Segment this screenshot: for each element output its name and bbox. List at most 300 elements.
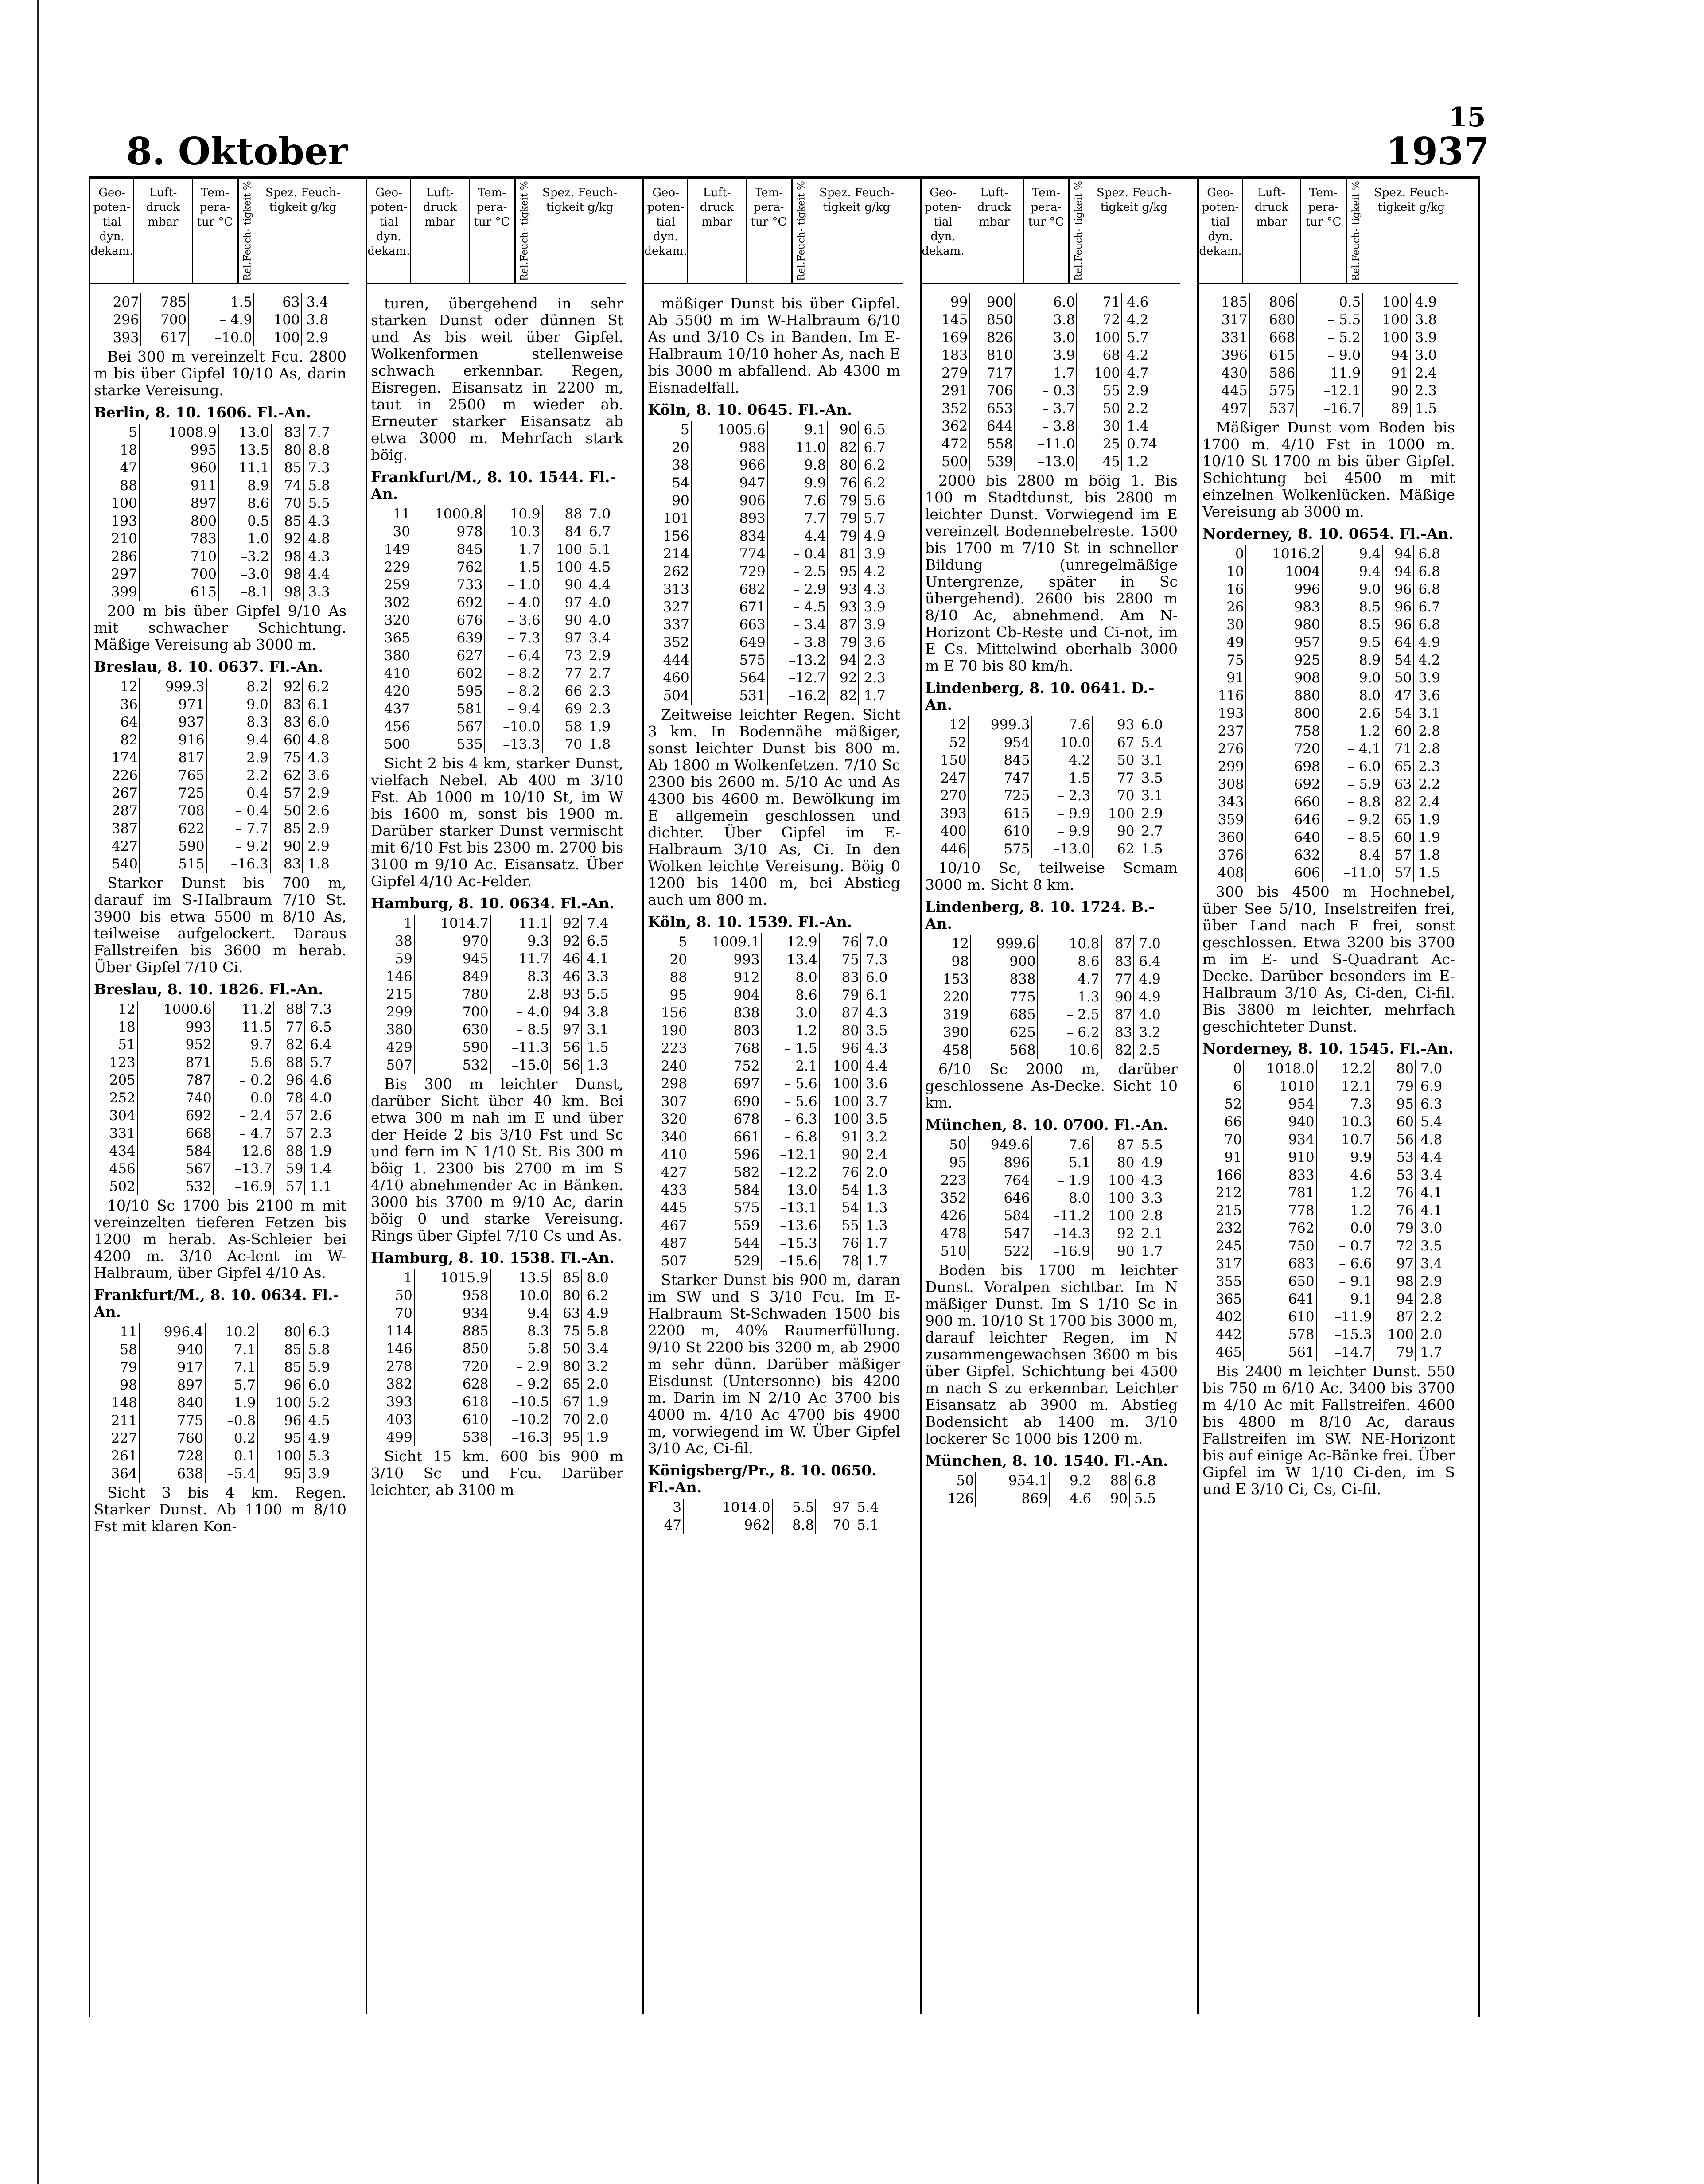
geopotential-header: Geo- poten- tial dyn. dekam.: [644, 179, 688, 283]
table-cell: –13.3: [485, 736, 542, 753]
table-cell: 7.7: [767, 510, 828, 527]
table-cell: 584: [969, 1207, 1032, 1225]
table-cell: 96: [257, 1376, 303, 1394]
table-cell: – 3.6: [485, 611, 542, 629]
sounding-table: [925, 716, 1178, 858]
table-cell: 4.4: [589, 577, 611, 593]
table-cell: – 6.2: [1038, 1024, 1101, 1041]
column-5: [1199, 179, 1458, 2015]
table-cell: 90: [828, 421, 859, 439]
table-cell: 627: [412, 647, 485, 665]
table-cell: 610: [969, 822, 1032, 840]
table-cell: 90: [1362, 382, 1410, 400]
table-cell: – 3.8: [767, 634, 828, 651]
table-cell: 6.2: [587, 1288, 609, 1304]
table-cell: – 5.6: [762, 1075, 819, 1093]
table-cell: 962: [683, 1516, 772, 1534]
table-cell: 2.8: [1418, 723, 1440, 739]
column-header: [922, 179, 1180, 284]
table-row: [1202, 793, 1455, 811]
table-cell: 95: [828, 563, 859, 580]
table-cell: 227: [94, 1429, 139, 1447]
table-cell: 3.9: [864, 546, 886, 562]
table-cell: 540: [94, 855, 140, 873]
table-cell: 66: [1202, 1113, 1244, 1131]
table-cell: 396: [1202, 346, 1249, 364]
table-cell: –10.6: [1038, 1041, 1101, 1059]
table-cell: – 9.1: [1316, 1273, 1374, 1290]
table-row: [648, 1516, 900, 1534]
table-cell: 728: [139, 1447, 205, 1465]
table-row: [1202, 1290, 1455, 1308]
table-cell: 83: [270, 713, 303, 731]
table-cell: 1.5: [188, 293, 254, 311]
remarks-text: 2000 bis 2800 m böig 1. Bis 100 m Stadtdunst, bis 2800 m leichter Dunst. Vorwiegend im E vereinzelt Bodennebelreste. 1500 bis 1700 m 7/10 St in schneller Bildung (unregelmäßige Untergrenze, später in Sc übergehend). 2600 bis 2800 m 8/10 Ac, abnehmend. Am N-Horizont Cb-Reste und Ci-not, im E Cs. Mittelwind oberhalb 3000 m E 70 bis 80 km/h.: [925, 472, 1178, 674]
table-cell: 59: [371, 950, 414, 968]
table-cell: 6.2: [307, 679, 330, 695]
table-cell: 0: [1202, 1060, 1244, 1078]
table-cell: –13.0: [1015, 453, 1077, 471]
table-cell: 758: [1246, 722, 1322, 740]
table-cell: – 4.5: [767, 598, 828, 616]
table-cell: 2.4: [1418, 794, 1440, 810]
table-cell: 97: [1374, 1255, 1416, 1273]
table-cell: 79: [828, 527, 859, 545]
table-cell: 4.9: [864, 528, 886, 544]
table-row: [648, 1146, 900, 1164]
table-cell: – 9.9: [1032, 805, 1093, 822]
table-cell: 1: [371, 915, 414, 932]
table-cell: 82: [94, 731, 140, 749]
table-cell: 532: [137, 1178, 214, 1195]
table-cell: –16.7: [1297, 400, 1362, 417]
table-cell: 6.2: [864, 457, 886, 473]
table-cell: 83: [270, 696, 303, 713]
table-row: [94, 837, 346, 855]
table-cell: –15.6: [762, 1252, 819, 1270]
table-cell: 38: [371, 932, 414, 950]
table-cell: 1018.0: [1244, 1060, 1316, 1078]
table-cell: 79: [828, 634, 859, 651]
table-cell: 380: [371, 1021, 414, 1039]
table-cell: 840: [139, 1394, 205, 1412]
table-cell: 364: [94, 1465, 139, 1483]
table-cell: 2.7: [1141, 823, 1163, 839]
humidity-header: Rel.Feuch- tigkeit %: [238, 179, 257, 283]
table-cell: 595: [412, 682, 485, 700]
table-cell: 1016.2: [1246, 545, 1322, 563]
table-row: [648, 1252, 900, 1270]
table-cell: 85: [257, 1359, 303, 1376]
table-cell: 575: [689, 1199, 762, 1217]
sounding-table: [648, 933, 900, 1270]
column-3: [644, 179, 903, 2015]
table-row: [94, 1447, 346, 1465]
table-cell: 100: [1362, 329, 1410, 346]
table-cell: 692: [412, 594, 485, 611]
table-row: [371, 1358, 623, 1375]
table-cell: 700: [141, 311, 188, 329]
table-cell: 75: [819, 951, 861, 969]
table-cell: 313: [648, 580, 691, 598]
column-body: [90, 284, 349, 1535]
table-cell: 90: [542, 611, 584, 629]
table-cell: 91: [1202, 1148, 1244, 1166]
table-cell: 11: [371, 505, 412, 523]
table-row: [1202, 669, 1455, 687]
table-cell: 211: [94, 1412, 139, 1429]
temperature-header: Tem- pera- tur °C: [1301, 179, 1346, 283]
pressure-header: Luft- druck mbar: [965, 179, 1024, 283]
table-cell: 97: [542, 594, 584, 611]
table-cell: 148: [94, 1394, 139, 1412]
table-cell: 2.0: [587, 1412, 609, 1428]
table-cell: 3.5: [866, 1023, 888, 1039]
table-row: [371, 1056, 623, 1074]
table-cell: 4.3: [308, 513, 330, 529]
table-row: [648, 687, 900, 705]
table-cell: 806: [1249, 293, 1297, 311]
table-cell: 1.7: [866, 1235, 888, 1251]
table-cell: 60: [270, 731, 303, 749]
table-cell: 80: [551, 1358, 582, 1375]
station-title: Hamburg, 8. 10. 0634. Fl.-An.: [371, 895, 615, 912]
table-cell: 58: [542, 718, 584, 736]
table-cell: 2.8: [1418, 741, 1440, 757]
table-cell: 9.5: [1322, 634, 1383, 651]
table-cell: 472: [925, 435, 969, 453]
table-cell: – 1.5: [485, 558, 542, 576]
table-cell: 5.1: [856, 1517, 879, 1533]
table-cell: 101: [648, 510, 691, 527]
table-cell: 46: [551, 968, 582, 985]
table-cell: 50: [925, 1472, 976, 1490]
table-cell: 94: [1374, 1290, 1416, 1308]
station-title: München, 8. 10. 0700. Fl.-An.: [925, 1116, 1168, 1133]
table-cell: 7.0: [589, 506, 611, 522]
table-cell: 80: [271, 441, 303, 459]
table-row: [648, 986, 900, 1004]
table-row: [371, 611, 623, 629]
table-cell: 4.5: [589, 559, 611, 575]
table-cell: – 1.2: [1322, 722, 1383, 740]
table-cell: 3.1: [1418, 705, 1440, 721]
table-cell: 10.7: [1316, 1131, 1374, 1148]
table-cell: 774: [691, 545, 767, 563]
table-cell: 54: [648, 474, 691, 492]
table-row: [94, 1107, 346, 1125]
table-row: [925, 417, 1178, 435]
table-cell: 232: [1202, 1219, 1244, 1237]
table-cell: 9.0: [1322, 580, 1383, 598]
table-cell: 869: [976, 1490, 1050, 1507]
table-cell: 100: [1362, 293, 1410, 311]
table-cell: 692: [1246, 775, 1322, 793]
table-cell: 4.3: [866, 1005, 888, 1021]
table-cell: 6.5: [864, 422, 886, 438]
table-cell: 79: [1374, 1343, 1416, 1361]
table-cell: 5.8: [490, 1340, 551, 1358]
table-cell: 307: [648, 1093, 689, 1110]
pressure-header: Luft- druck mbar: [688, 179, 747, 283]
table-cell: 210: [94, 530, 139, 548]
table-cell: – 0.7: [1316, 1237, 1374, 1255]
table-cell: 1008.9: [139, 424, 218, 441]
table-cell: –15.0: [490, 1056, 551, 1074]
table-cell: 446: [925, 840, 969, 858]
table-row: [94, 1323, 346, 1341]
table-cell: 8.0: [762, 969, 819, 986]
table-cell: 1.7: [866, 1253, 888, 1269]
table-cell: 5.8: [308, 1342, 330, 1358]
table-cell: 327: [648, 598, 691, 616]
table-cell: 400: [925, 822, 969, 840]
table-cell: – 8.5: [490, 1021, 551, 1039]
table-cell: 893: [691, 510, 767, 527]
table-cell: 4.9: [1139, 989, 1161, 1005]
table-cell: 9.4: [1322, 545, 1383, 563]
table-cell: 87: [828, 616, 859, 634]
table-row: [648, 1039, 900, 1057]
table-cell: – 4.9: [188, 311, 254, 329]
table-cell: 5.5: [587, 986, 609, 1002]
table-cell: – 0.4: [206, 802, 270, 820]
table-cell: 60: [1382, 722, 1413, 740]
table-cell: 896: [969, 1154, 1032, 1172]
table-row: [1202, 545, 1455, 563]
table-cell: –13.6: [762, 1217, 819, 1234]
table-cell: – 8.5: [1322, 829, 1383, 846]
table-cell: 6.0: [1141, 717, 1163, 733]
table-cell: 85: [271, 459, 303, 477]
table-cell: 4.4: [1420, 1149, 1443, 1165]
table-cell: 11.7: [490, 950, 551, 968]
temperature-header: Tem- pera- tur °C: [193, 179, 238, 283]
remarks-text: mäßiger Dunst bis über Gipfel. Ab 5500 m im W-Halbraum 6/10 As und 3/10 Cs in Banden. Im E-Halbraum 10/10 hoher As, nach E bis 3000 m abfallend. Ab 4300 m Eisnadelfall.: [648, 295, 900, 396]
table-cell: 6.1: [866, 987, 888, 1003]
table-cell: – 1.0: [485, 576, 542, 594]
table-cell: 2.9: [307, 838, 330, 854]
table-cell: 1004: [1246, 563, 1322, 580]
specific-humidity-header: Spez. Feuch- tigkeit g/kg: [542, 186, 617, 214]
table-cell: 2.2: [1418, 776, 1440, 792]
table-cell: 9.4: [1322, 563, 1383, 580]
table-cell: 393: [94, 329, 141, 346]
table-row: [648, 527, 900, 545]
table-cell: 2.6: [1322, 705, 1383, 722]
table-cell: 787: [137, 1071, 214, 1089]
table-cell: – 5.5: [1297, 311, 1362, 329]
table-cell: 4.9: [1139, 971, 1161, 987]
table-row: [94, 731, 346, 749]
table-cell: 1.5: [587, 1039, 609, 1055]
table-cell: 622: [140, 820, 206, 837]
table-cell: 916: [140, 731, 206, 749]
table-cell: 82: [1101, 1041, 1134, 1059]
table-cell: 223: [648, 1039, 689, 1057]
table-cell: 11.1: [490, 915, 551, 932]
table-cell: 88: [542, 505, 584, 523]
table-row: [925, 1172, 1178, 1189]
table-cell: 445: [1202, 382, 1249, 400]
table-cell: 7.6: [767, 492, 828, 510]
table-cell: 78: [819, 1252, 861, 1270]
table-cell: 618: [414, 1393, 490, 1411]
table-cell: 63: [551, 1304, 582, 1322]
table-cell: 706: [969, 382, 1015, 400]
table-cell: 2.3: [589, 701, 611, 717]
table-cell: 320: [371, 611, 412, 629]
table-cell: 692: [137, 1107, 214, 1125]
table-cell: 193: [1202, 705, 1246, 722]
table-cell: 5.8: [587, 1323, 609, 1339]
table-cell: 606: [1246, 864, 1322, 882]
table-row: [371, 665, 623, 682]
table-cell: 1.2: [1316, 1184, 1374, 1202]
table-cell: 6.8: [1418, 564, 1440, 580]
table-cell: 88: [274, 1142, 305, 1160]
table-cell: 834: [691, 527, 767, 545]
table-row: [648, 1199, 900, 1217]
remarks-text: 300 bis 4500 m Hochnebel, über See 5/10, Inselstreifen frei, über Land nach E frei, sonst geschlossen. Etwa 3200 bis 3700 m im E- und S-Quadrant Ac-Decke. Darüber besonders im E-Halbraum 3/10 As, Ci-den, Ci-fil. Bis 3800 m leichter, mehrfach geschichteter Dunst.: [1202, 883, 1455, 1035]
table-cell: 529: [689, 1252, 762, 1270]
station-title: Norderney, 8. 10. 1545. Fl.-An.: [1202, 1040, 1454, 1057]
table-row: [94, 1341, 346, 1359]
sounding-table: [1202, 293, 1455, 417]
table-cell: 5.7: [205, 1376, 258, 1394]
table-cell: 7.3: [1316, 1095, 1374, 1113]
table-cell: 297: [94, 565, 139, 583]
table-row: [371, 1322, 623, 1340]
table-cell: 5.8: [308, 478, 330, 494]
table-cell: –12.2: [762, 1164, 819, 1181]
table-cell: 708: [140, 802, 206, 820]
table-cell: 83: [1101, 1024, 1134, 1041]
table-cell: 6.9: [1420, 1078, 1443, 1094]
table-cell: 544: [689, 1234, 762, 1252]
table-cell: – 9.2: [206, 837, 270, 855]
table-cell: 700: [414, 1003, 490, 1021]
table-cell: 1.8: [1418, 847, 1440, 863]
table-row: [648, 651, 900, 669]
table-cell: 92: [1092, 1225, 1136, 1242]
table-cell: 393: [925, 805, 969, 822]
column-body: [367, 284, 626, 1499]
table-cell: 98: [1374, 1273, 1416, 1290]
table-cell: 9.9: [767, 474, 828, 492]
table-row: [648, 969, 900, 986]
table-row: [1202, 580, 1455, 598]
table-cell: 320: [648, 1110, 689, 1128]
table-cell: 223: [925, 1172, 969, 1189]
table-cell: 80: [257, 1323, 303, 1341]
table-cell: 762: [1244, 1219, 1316, 1237]
table-cell: 100: [542, 558, 584, 576]
table-row: [648, 474, 900, 492]
table-cell: 20: [648, 951, 689, 969]
table-cell: 65: [551, 1375, 582, 1393]
sounding-table: [94, 1001, 346, 1195]
table-cell: 317: [1202, 1255, 1244, 1273]
table-cell: – 2.9: [490, 1358, 551, 1375]
table-cell: 4.3: [307, 750, 330, 766]
table-cell: 1015.9: [414, 1269, 490, 1287]
table-row: [94, 293, 346, 311]
table-row: [648, 616, 900, 634]
table-cell: –0.8: [205, 1412, 258, 1429]
table-cell: 8.3: [490, 968, 551, 985]
table-cell: –11.9: [1297, 364, 1362, 382]
table-cell: 885: [414, 1322, 490, 1340]
temperature-header: Tem- pera- tur °C: [747, 179, 792, 283]
table-cell: 0: [1202, 545, 1246, 563]
sounding-table: [94, 1323, 346, 1483]
table-cell: – 1.7: [1015, 364, 1077, 382]
table-row: [925, 1136, 1178, 1154]
table-row: [94, 329, 346, 346]
table-cell: –16.9: [214, 1178, 274, 1195]
table-cell: 2.9: [306, 330, 329, 346]
table-cell: 87: [1101, 1006, 1134, 1024]
table-cell: 352: [925, 400, 969, 417]
table-cell: 671: [691, 598, 767, 616]
table-cell: 3.4: [587, 1341, 609, 1357]
table-row: [925, 346, 1178, 364]
table-cell: – 2.3: [1032, 787, 1093, 805]
table-row: [648, 439, 900, 456]
table-row: [1202, 1113, 1455, 1131]
table-cell: 156: [648, 527, 691, 545]
table-cell: 362: [925, 417, 969, 435]
table-cell: 100: [542, 541, 584, 558]
table-cell: 53: [1374, 1166, 1416, 1184]
table-cell: 54: [819, 1199, 861, 1217]
table-cell: 586: [1249, 364, 1297, 382]
table-cell: 1.2: [762, 1022, 819, 1039]
table-row: [1202, 1202, 1455, 1219]
table-cell: 77: [1101, 970, 1134, 988]
table-cell: 2.3: [1415, 383, 1437, 399]
table-cell: 100: [1092, 1172, 1136, 1189]
table-row: [371, 541, 623, 558]
table-row: [925, 329, 1178, 346]
table-cell: –14.7: [1316, 1343, 1374, 1361]
table-cell: 92: [551, 915, 582, 932]
table-cell: 5.5: [308, 495, 330, 511]
remarks-text: Bis 2400 m leichter Dunst. 550 bis 750 m 6/10 Ac. 3400 bis 3700 m 4/10 Ac mit Fallstreifen. 4600 bis 4800 m 8/10 Ac, daraus Fallstreifen im SW. NE-Horizont bis auf einige Ac-Bänke frei. Über Gipfel im W 1/10 Ci-den, im S und E 3/10 Ci, Cs, Ci-fil.: [1202, 1363, 1455, 1498]
table-cell: 817: [140, 749, 206, 767]
table-cell: 1.3: [866, 1182, 888, 1198]
table-row: [648, 1004, 900, 1022]
table-cell: 8.5: [1322, 616, 1383, 634]
table-cell: 13.4: [762, 951, 819, 969]
table-row: [371, 647, 623, 665]
table-cell: 2.0: [1420, 1327, 1443, 1343]
table-cell: 88: [1093, 1472, 1129, 1490]
table-cell: 76: [819, 1164, 861, 1181]
table-cell: – 9.1: [1316, 1290, 1374, 1308]
sounding-table: [94, 293, 346, 346]
table-cell: 90: [648, 492, 691, 510]
table-row: [925, 1472, 1178, 1490]
table-cell: 4.3: [1141, 1172, 1163, 1188]
table-cell: 299: [371, 1003, 414, 1021]
table-cell: 79: [819, 986, 861, 1004]
remarks-text: Starker Dunst bis 700 m, darauf im S-Halbraum 7/10 St. 3900 bis etwa 5500 m 8/10 As, teilweise aufgelockert. Daraus Fallstreifen bis 3600 m herab. Über Gipfel 7/10 Ci.: [94, 874, 346, 976]
table-cell: 77: [542, 665, 584, 682]
table-row: [925, 1041, 1178, 1059]
table-cell: 6.8: [1418, 581, 1440, 597]
